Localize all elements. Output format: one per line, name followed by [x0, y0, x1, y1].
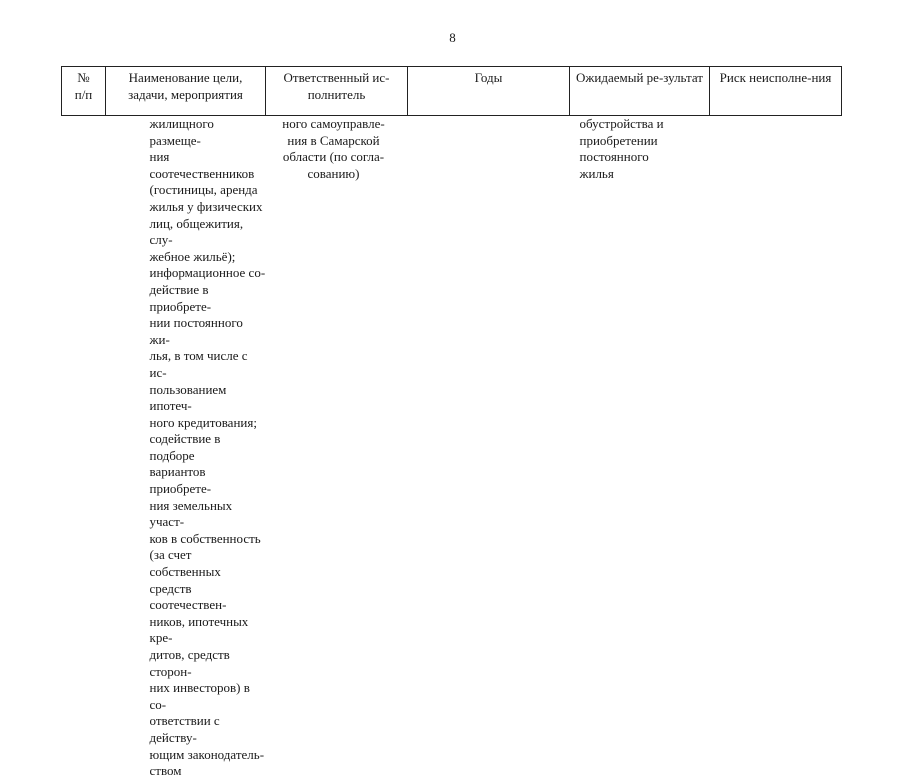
- header-risk: Риск неисполне-ния: [710, 67, 842, 116]
- table-header-row: [62, 67, 842, 116]
- cell-measure: жилищного размеще- ния соотечественников (гостиницы, аренда жилья у физических лиц, общежития, слу- жебное жильё); информационное со- действие в приобрете- нии постоянного жи- лья, в том числе с ис- пользованием ипотеч- ного кредитования; содействие в подборе вариантов приобрете- ния земельных участ- ков в собственность (за счет собственных средств соотечествен- ников, ипотечных кре- дитов, средств сторон- них инвесторов) в со- ответствии с действу- ющим законодатель- ством: [149, 116, 266, 779]
- header-number: № п/п: [62, 67, 106, 116]
- header-executor: Ответственный ис-полнитель: [266, 67, 408, 116]
- cell-executor: ного самоуправле- ния в Самарской области (по согла- сованию): [282, 116, 385, 181]
- cell-risk: [710, 116, 842, 780]
- program-table: [61, 66, 842, 780]
- header-years: Годы: [408, 67, 570, 116]
- table-row: [62, 116, 842, 780]
- header-result: Ожидаемый ре-зультат: [570, 67, 710, 116]
- cell-result: обустройства и приобретении постоянного жилья: [579, 116, 664, 181]
- header-measure: Наименование цели, задачи, мероприятия: [106, 67, 266, 116]
- page-number: 8: [449, 30, 456, 45]
- cell-number: [62, 116, 106, 780]
- cell-years: [408, 116, 570, 780]
